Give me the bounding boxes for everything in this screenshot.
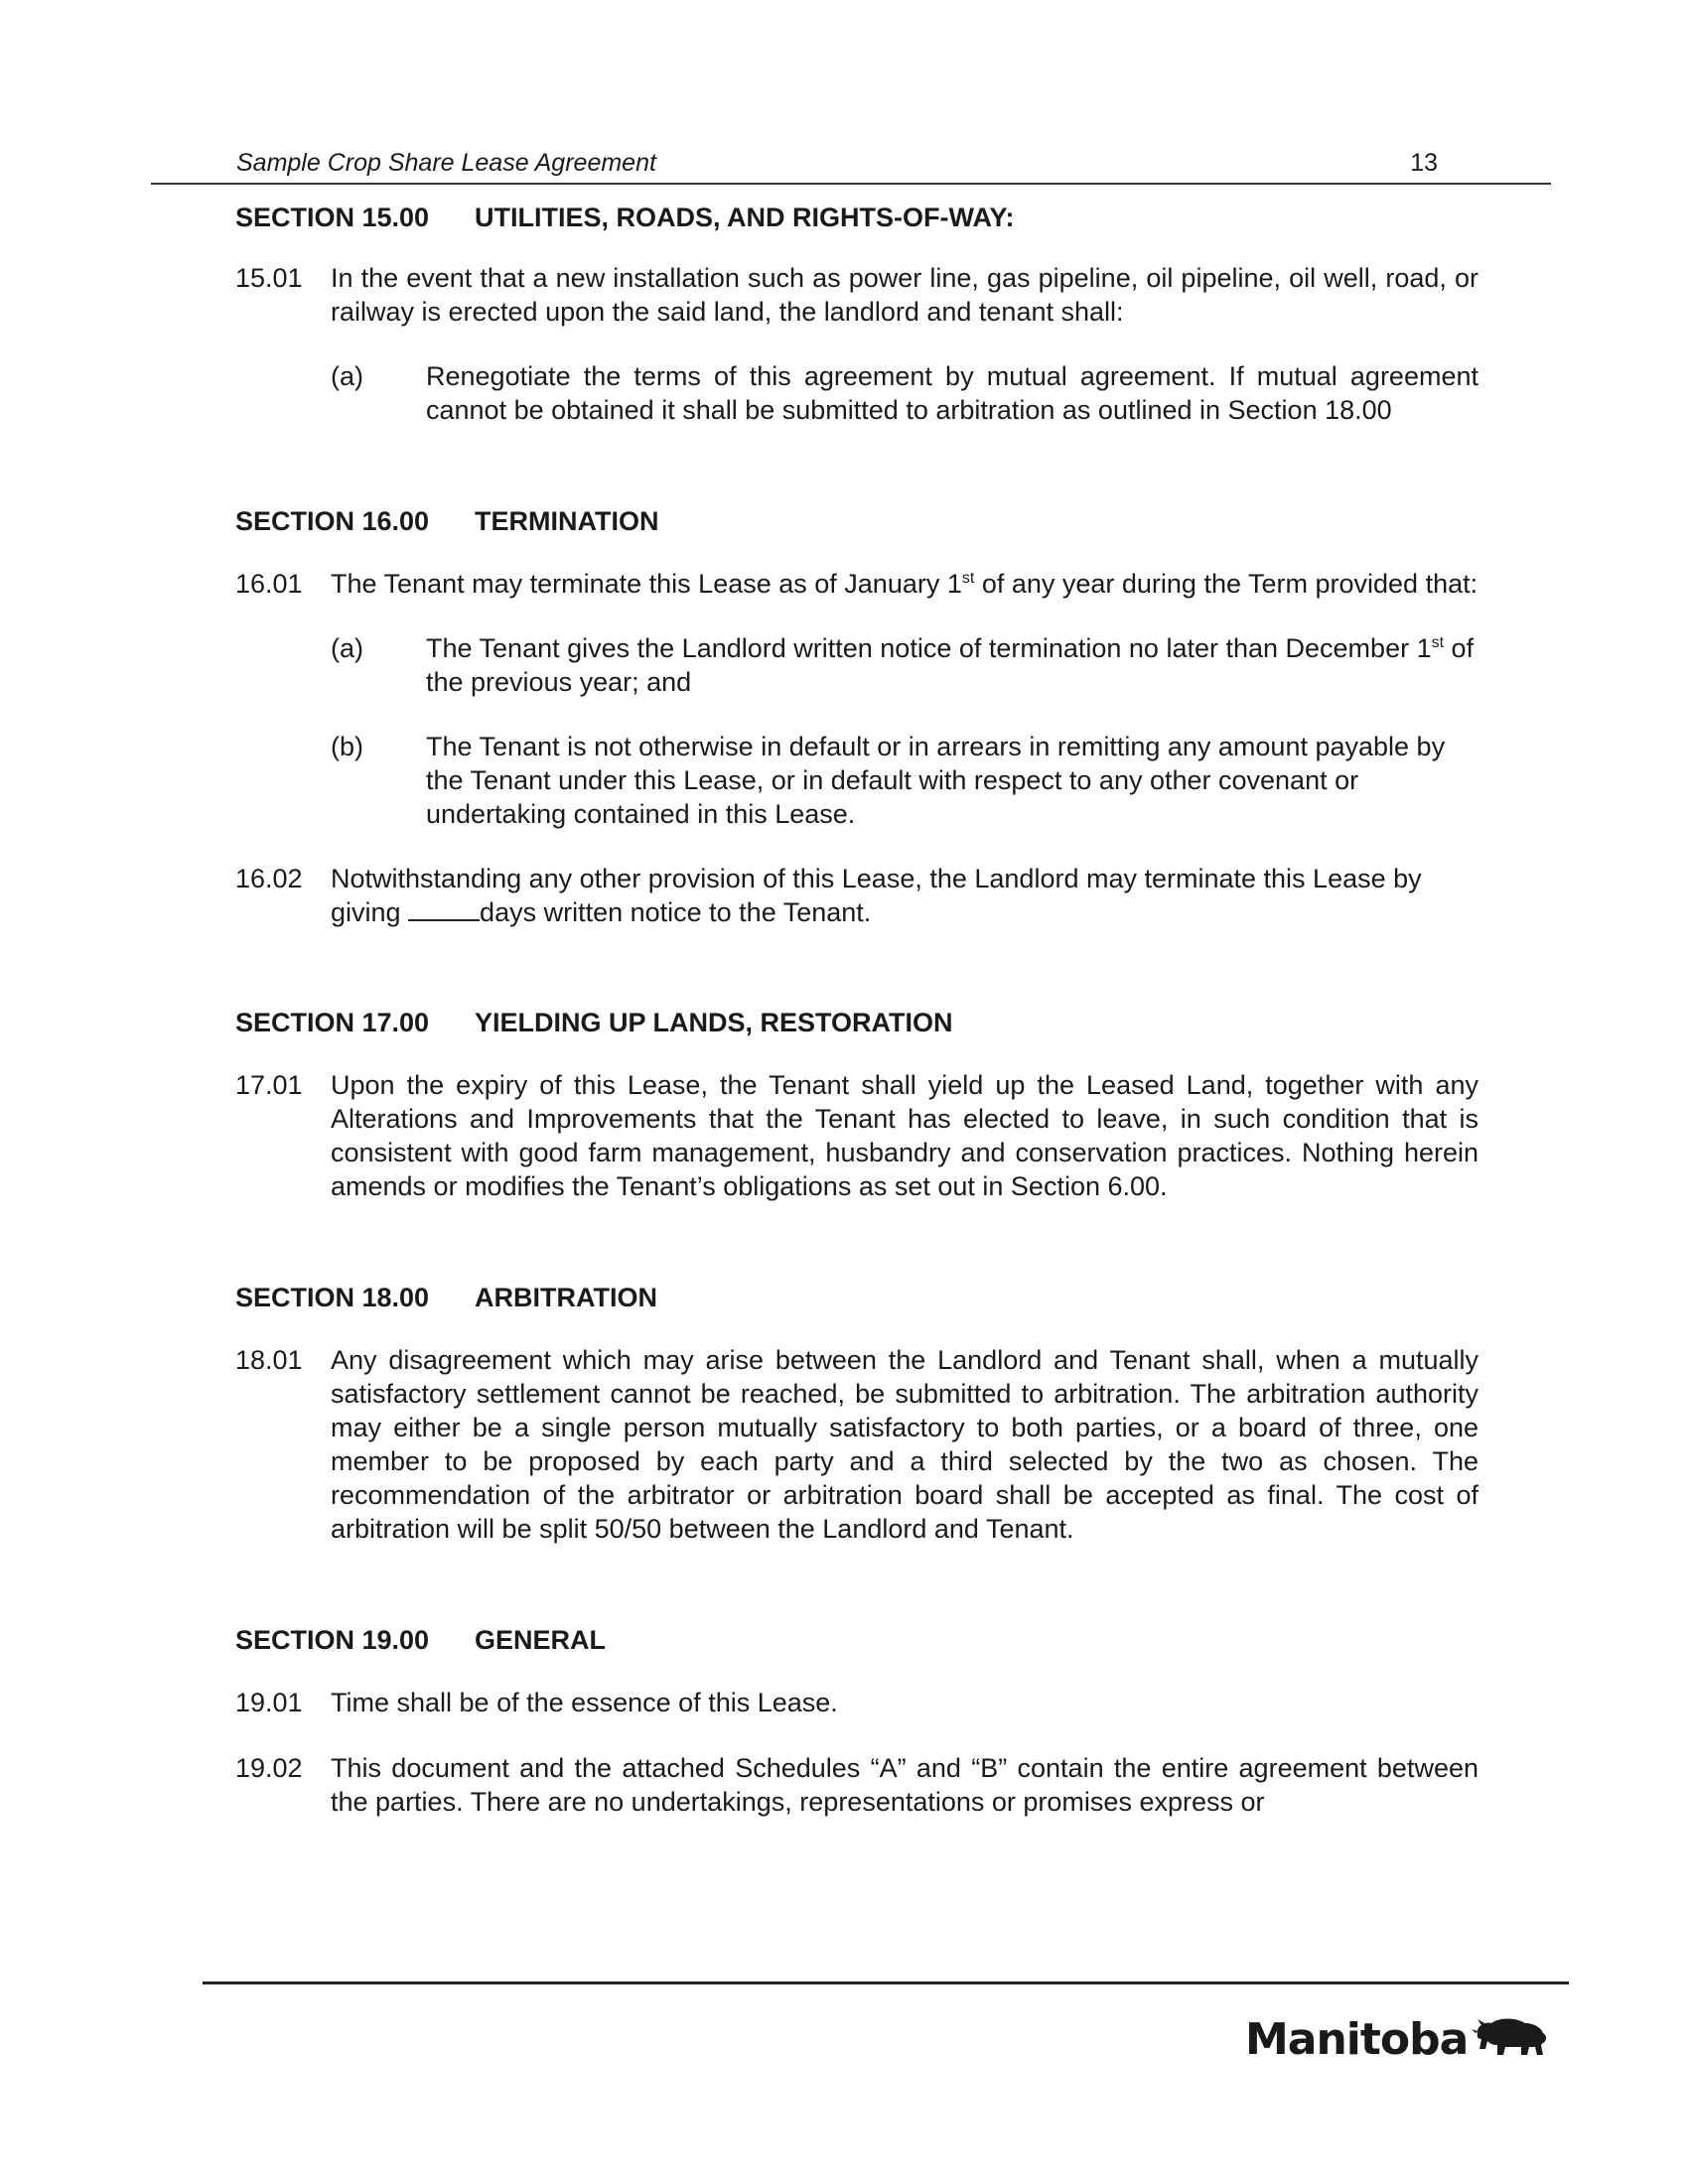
clause-text: Time shall be of the essence of this Lease. xyxy=(331,1688,838,1717)
clause-text xyxy=(331,862,1478,929)
section-17-heading xyxy=(235,1008,1478,1038)
clause-19-02 xyxy=(235,1751,1478,1819)
section-15-heading xyxy=(235,203,1478,233)
subclause-text xyxy=(426,631,1478,699)
clause-text: This document and the attached Schedules “A” and “B” contain the entire agreement between the parties. There are no undertakings, representations or promises express or xyxy=(331,1753,1478,1817)
clause-number: 15.01 xyxy=(235,263,303,293)
clause-15-01-a xyxy=(331,359,1478,427)
clause-text-part: The Tenant may terminate this Lease as of January 1 xyxy=(331,569,962,599)
section-16-heading xyxy=(235,506,1478,537)
ordinal-suffix: st xyxy=(961,570,975,587)
page-number: 13 xyxy=(1410,149,1438,177)
subclause-label: (a) xyxy=(331,633,363,663)
subclause-text: Renegotiate the terms of this agreement by mutual agreement. If mutual agreement cannot be obtained it shall be submitted to arbitration as outlined in Section 18.00 xyxy=(426,361,1478,425)
clause-16-02 xyxy=(235,862,1478,929)
section-number: SECTION 17.00 xyxy=(235,1008,430,1037)
clause-16-01-b xyxy=(331,730,1478,831)
clause-16-01-a xyxy=(331,631,1478,699)
clause-15-01 xyxy=(235,261,1478,329)
manitoba-logo xyxy=(1245,2009,1543,2069)
document-body xyxy=(235,203,1478,1819)
bison-icon xyxy=(1468,2015,1549,2064)
clause-text-part: of any year during the Term provided that: xyxy=(974,569,1478,599)
section-number: SECTION 16.00 xyxy=(235,506,430,536)
clause-number: 18.01 xyxy=(235,1345,303,1375)
clause-16-01 xyxy=(235,567,1478,601)
clause-number: 19.02 xyxy=(235,1753,303,1783)
ordinal-suffix: st xyxy=(1431,634,1445,651)
section-number: SECTION 19.00 xyxy=(235,1625,430,1655)
logo-wordmark: Manitoba xyxy=(1245,2013,1469,2065)
section-19-heading xyxy=(235,1625,1478,1656)
clause-number: 17.01 xyxy=(235,1070,303,1100)
section-title: TERMINATION xyxy=(475,506,659,536)
subclause-label: (b) xyxy=(331,732,363,761)
clause-19-01 xyxy=(235,1686,1478,1719)
clause-17-01 xyxy=(235,1068,1478,1203)
footer-rule xyxy=(203,1981,1569,1984)
subclause-text: The Tenant is not otherwise in default or in arrears in remitting any amount payable by the Tenant under this Lease, or in default with respect to any other covenant or undertaking contained in this Lease. xyxy=(426,732,1446,829)
running-header xyxy=(236,149,1438,178)
clause-text-part: Notwithstanding any other provision of this Lease, the Landlord may terminate this Lease by giving xyxy=(331,864,1422,927)
fill-in-blank xyxy=(408,897,480,921)
clause-18-01 xyxy=(235,1343,1478,1546)
subclause-text-part: The Tenant gives the Landlord written notice of termination no later than December 1 xyxy=(426,633,1432,663)
section-title: YIELDING UP LANDS, RESTORATION xyxy=(475,1008,953,1037)
section-title: ARBITRATION xyxy=(475,1283,657,1312)
clause-number: 19.01 xyxy=(235,1688,303,1717)
section-title: GENERAL xyxy=(475,1625,607,1655)
section-18-heading xyxy=(235,1283,1478,1313)
document-title: Sample Crop Share Lease Agreement xyxy=(236,149,656,177)
section-number: SECTION 15.00 xyxy=(235,203,430,232)
clause-text: Any disagreement which may arise between the Landlord and Tenant shall, when a mutually satisfactory settlement cannot be reached, be submitted to arbitration. The arbitration authority may either be a single person mutually satisfactory to both parties, or a board of three, one member to be proposed by each party and a third selected by the two as chosen. The recommendation of the arbitrator or arbitration board shall be accepted as final. The cost of arbitration will be split 50/50 between the Landlord and Tenant. xyxy=(331,1345,1478,1544)
clause-number: 16.02 xyxy=(235,864,303,893)
subclause-text-part: of the previous year; and xyxy=(426,633,1475,697)
clause-text: In the event that a new installation such as power line, gas pipeline, oil pipeline, oil well, road, or railway is erected upon the said land, the landlord and tenant shall: xyxy=(331,263,1478,327)
section-number: SECTION 18.00 xyxy=(235,1283,430,1312)
clause-number: 16.01 xyxy=(235,569,303,599)
section-title: UTILITIES, ROADS, AND RIGHTS-OF-WAY: xyxy=(475,203,1015,232)
clause-text-part: days written notice to the Tenant. xyxy=(480,897,872,927)
clause-text: Upon the expiry of this Lease, the Tenant shall yield up the Leased Land, together with any Alterations and Improvements that the Tenant has elected to leave, in such condition that is consistent with good farm management, husbandry and conservation practices. Nothing herein amends or modifies the Tenant’s obligations as set out in Section 6.00. xyxy=(331,1070,1478,1201)
subclause-label: (a) xyxy=(331,361,363,391)
clause-text xyxy=(331,567,1478,601)
header-rule xyxy=(151,183,1551,185)
